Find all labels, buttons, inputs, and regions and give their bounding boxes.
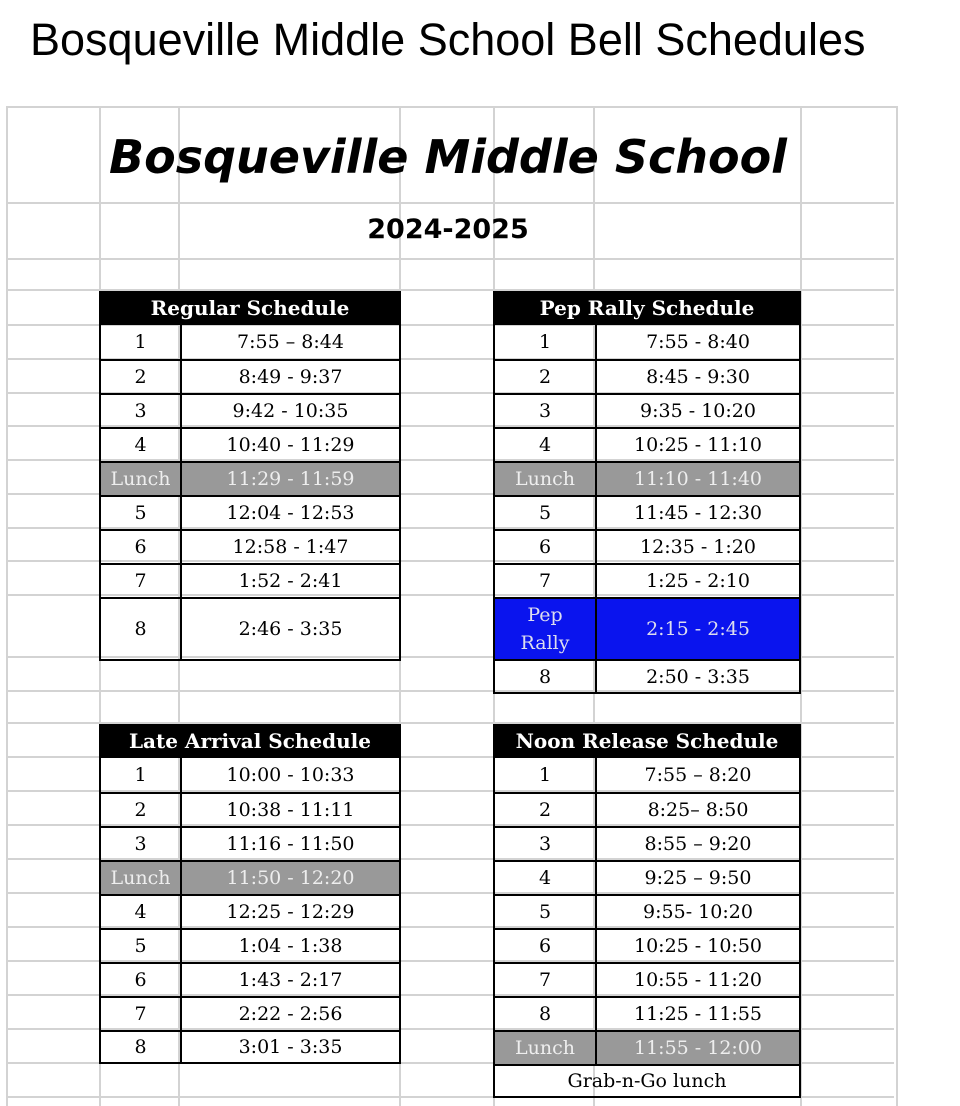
time-cell: 8:25– 8:50 <box>647 799 749 821</box>
period-cell: 3 <box>101 395 182 427</box>
period-cell: 6 <box>495 531 597 563</box>
noon-release-schedule-table <box>493 724 801 1096</box>
time-cell: 1:25 - 2:10 <box>646 570 750 592</box>
noon-release-schedule-body <box>493 758 801 1098</box>
time-cell: 11:16 - 11:50 <box>226 833 355 855</box>
schedule-row <box>101 597 399 659</box>
time-cell: 11:45 - 12:30 <box>633 502 762 524</box>
schedule-row <box>101 894 399 928</box>
schedule-row <box>495 427 799 461</box>
school-name: Bosqueville Middle School <box>109 130 787 184</box>
schedule-row <box>495 325 799 359</box>
time-cell: 3:01 - 3:35 <box>238 1036 343 1058</box>
time-cell: 12:04 - 12:53 <box>226 502 355 524</box>
schedule-row <box>101 393 399 427</box>
period-cell: 2 <box>101 794 182 826</box>
period-cell: 7 <box>495 964 597 996</box>
schedule-row <box>495 996 799 1030</box>
schedule-row <box>101 962 399 996</box>
period-cell: 1 <box>495 758 597 792</box>
schedule-row <box>101 495 399 529</box>
regular-schedule-table <box>99 291 401 659</box>
schedule-row <box>495 894 799 928</box>
period-cell: 5 <box>495 497 597 529</box>
late-arrival-schedule-body <box>99 758 401 1064</box>
schedule-row <box>495 826 799 860</box>
time-cell: 1:52 - 2:41 <box>238 570 343 592</box>
period-cell: 8 <box>101 599 182 659</box>
period-cell: 3 <box>101 828 182 860</box>
period-cell: Lunch <box>495 463 597 495</box>
time-cell: 2:15 - 2:45 <box>597 599 799 659</box>
period-cell: 4 <box>495 429 597 461</box>
late-arrival-schedule-title: Late Arrival Schedule <box>99 724 401 758</box>
period-cell: 6 <box>101 964 182 996</box>
schedule-row <box>101 359 399 393</box>
period-cell: 2 <box>101 361 182 393</box>
time-cell: 7:55 – 8:20 <box>644 764 752 786</box>
pep-rally-schedule-body <box>493 325 801 694</box>
time-cell: 2:22 - 2:56 <box>238 1003 343 1025</box>
period-cell: 1 <box>101 758 182 792</box>
time-cell: 10:38 - 11:11 <box>226 799 355 821</box>
period-cell: 7 <box>495 565 597 597</box>
time-cell: 11:55 - 12:00 <box>597 1032 799 1064</box>
schedule-row <box>101 792 399 826</box>
time-cell: 11:10 - 11:40 <box>597 463 799 495</box>
schedule-row <box>495 860 799 894</box>
period-cell: 6 <box>101 531 182 563</box>
schedule-row <box>495 758 799 792</box>
period-cell: 2 <box>495 361 597 393</box>
period-cell: 7 <box>101 998 182 1030</box>
time-cell: 12:58 - 1:47 <box>232 536 349 558</box>
schedule-row <box>101 529 399 563</box>
period-cell: 1 <box>101 325 182 359</box>
schedule-row <box>495 495 799 529</box>
regular-schedule-body <box>99 325 401 661</box>
schedule-row <box>101 996 399 1030</box>
time-cell: 8:49 - 9:37 <box>238 366 343 388</box>
time-cell: 9:25 – 9:50 <box>644 867 752 889</box>
time-cell: 11:25 - 11:55 <box>633 1003 762 1025</box>
period-cell: 8 <box>101 1032 182 1062</box>
period-cell: Lunch <box>495 1032 597 1064</box>
schedule-row <box>495 792 799 826</box>
period-cell: 4 <box>101 896 182 928</box>
schedule-row <box>495 359 799 393</box>
lunch-row <box>495 461 799 495</box>
lunch-row <box>101 860 399 894</box>
schedule-row <box>495 393 799 427</box>
schedule-row <box>495 529 799 563</box>
period-cell: 8 <box>495 998 597 1030</box>
period-cell: 5 <box>101 930 182 962</box>
regular-schedule-title: Regular Schedule <box>99 291 401 325</box>
time-cell: 10:00 - 10:33 <box>226 764 355 786</box>
time-cell: 11:29 - 11:59 <box>182 463 399 495</box>
schedule-row <box>101 325 399 359</box>
schedule-row <box>495 962 799 996</box>
grid-line <box>6 202 894 204</box>
noon-release-schedule-title: Noon Release Schedule <box>493 724 801 758</box>
page-title: Bosqueville Middle School Bell Schedules <box>30 14 866 65</box>
schedule-row <box>101 1030 399 1062</box>
time-cell: 7:55 - 8:40 <box>646 331 750 353</box>
time-cell: 7:55 – 8:44 <box>237 331 344 353</box>
period-cell: 4 <box>495 862 597 894</box>
schedule-row <box>495 928 799 962</box>
schedule-row <box>101 826 399 860</box>
grid-line <box>6 258 894 260</box>
time-cell: 12:35 - 1:20 <box>640 536 756 558</box>
grab-n-go-note: Grab-n-Go lunch <box>495 1064 799 1096</box>
period-cell: 8 <box>495 661 597 692</box>
period-cell: Pep Rally <box>495 599 597 659</box>
time-cell: 10:25 - 10:50 <box>633 935 762 957</box>
pep-rally-schedule-title: Pep Rally Schedule <box>493 291 801 325</box>
schedule-row <box>101 427 399 461</box>
school-year: 2024-2025 <box>367 214 529 245</box>
period-cell: Lunch <box>101 463 182 495</box>
schedule-row <box>101 928 399 962</box>
schedule-row <box>495 659 799 692</box>
time-cell: 9:35 - 10:20 <box>640 400 756 422</box>
late-arrival-schedule-table <box>99 724 401 1064</box>
schedule-row <box>101 758 399 792</box>
time-cell: 8:45 - 9:30 <box>646 366 750 388</box>
period-cell: 2 <box>495 794 597 826</box>
period-cell: 5 <box>101 497 182 529</box>
period-cell: 1 <box>495 325 597 359</box>
lunch-row <box>495 1030 799 1064</box>
time-cell: 10:25 - 11:10 <box>633 434 762 456</box>
schedule-row <box>495 563 799 597</box>
time-cell: 10:55 - 11:20 <box>633 969 762 991</box>
period-cell: 3 <box>495 395 597 427</box>
time-cell: 9:42 - 10:35 <box>232 400 349 422</box>
schedule-row <box>101 563 399 597</box>
time-cell: 11:50 - 12:20 <box>182 862 399 894</box>
period-cell: 4 <box>101 429 182 461</box>
period-cell: 6 <box>495 930 597 962</box>
time-cell: 1:04 - 1:38 <box>238 935 343 957</box>
time-cell: 1:43 - 2:17 <box>238 969 343 991</box>
period-cell: 3 <box>495 828 597 860</box>
pep-rally-schedule-table <box>493 291 801 692</box>
period-cell: 7 <box>101 565 182 597</box>
pep-rally-row <box>495 597 799 659</box>
time-cell: 10:40 - 11:29 <box>226 434 355 456</box>
lunch-row <box>101 461 399 495</box>
time-cell: 12:25 - 12:29 <box>226 901 355 923</box>
time-cell: 2:50 - 3:35 <box>646 665 750 688</box>
period-cell: 5 <box>495 896 597 928</box>
time-cell: 9:55- 10:20 <box>643 901 753 923</box>
time-cell: 2:46 - 3:35 <box>238 618 343 640</box>
time-cell: 8:55 – 9:20 <box>644 833 752 855</box>
period-cell: Lunch <box>101 862 182 894</box>
